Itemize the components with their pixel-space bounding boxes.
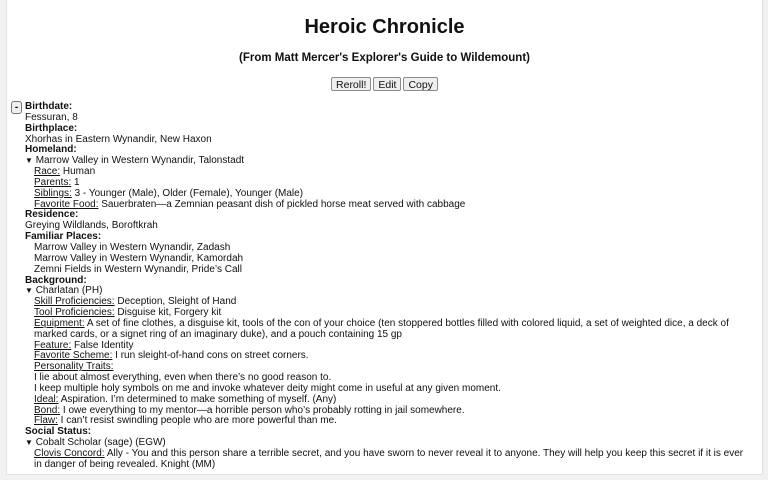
traits-label: Personality Traits: (34, 361, 114, 373)
copy-button[interactable]: Copy (403, 77, 438, 91)
scheme-label: Favorite Scheme: (34, 350, 113, 362)
food-row (25, 200, 745, 211)
flaw-label: Flaw: (34, 415, 58, 427)
background-name: Charlatan (PH) (35, 285, 103, 297)
feature-label: Feature: (34, 339, 72, 351)
residence-value: Greying Wildlands, Boroftkrah (25, 220, 158, 232)
familiar-places-label: Familiar Places: (25, 231, 102, 243)
food-label: Favorite Food: (34, 198, 99, 210)
toolbar (7, 77, 762, 91)
clovis-value: Ally - You and this person share a terrible secret, and you have sworn to never reveal it to anyone. They will help you keep this secret if it is ever in danger of being revealed. Knight (MM) (34, 448, 744, 470)
clovis-row (25, 449, 745, 471)
flaw-row (25, 416, 745, 427)
tools-value: Disguise kit, Forgery kit (114, 307, 222, 319)
skills-value: Deception, Sleight of Hand (114, 296, 237, 308)
flaw-value: I can’t resist swindling people who are more powerful than me. (57, 415, 337, 427)
food-value: Sauerbraten—a Zemnian peasant dish of pickled horse meat served with cabbage (98, 198, 466, 210)
residence-label: Residence: (25, 209, 79, 221)
familiar-place: Zemni Fields in Western Wynandir, Pride’s Call (34, 263, 242, 275)
race-row (25, 167, 745, 178)
race-label: Race: (34, 166, 61, 178)
bond-value: I owe everything to my mentor—a horrible person who’s probably rotting in jail somewhere. (60, 404, 465, 416)
disclosure-triangle-icon: ▼ (25, 286, 33, 296)
birthdate-label: Birthdate: (25, 101, 73, 112)
background-label: Background: (25, 274, 87, 286)
familiar-place: Marrow Valley in Western Wynandir, Zadash (34, 241, 231, 253)
parents-label: Parents: (34, 176, 72, 188)
siblings-value: 3 - Younger (Male), Older (Female), Younger (Male) (71, 187, 304, 199)
homeland-summary[interactable] (25, 156, 745, 167)
equipment-row (25, 319, 745, 341)
social-status-label: Social Status: (25, 426, 92, 438)
social-name: Cobalt Scholar (sage) (EGW) (35, 437, 166, 449)
scheme-value: I run sleight-of-hand cons on street corners. (112, 350, 309, 362)
familiar-place: Marrow Valley in Western Wynandir, Kamordah (34, 252, 244, 264)
bond-label: Bond: (34, 404, 61, 416)
page-title: Heroic Chronicle (304, 16, 465, 38)
homeland-label: Homeland: (25, 144, 77, 156)
background-details (25, 286, 745, 427)
trait: I keep multiple holy symbols on me and invoke whatever deity might come in useful at any given moment. (34, 382, 501, 394)
skills-label: Skill Proficiencies: (34, 296, 115, 308)
homeland-details (25, 156, 745, 210)
chronicle-content (25, 102, 745, 471)
feature-value: False Identity (71, 339, 134, 351)
edit-button[interactable]: Edit (373, 77, 401, 91)
social-details (25, 438, 745, 471)
clovis-label: Clovis Concord: (34, 448, 105, 459)
parents-value: 1 (71, 176, 80, 188)
race-value: Human (60, 166, 96, 178)
siblings-label: Siblings: (34, 187, 72, 199)
chronicle-card (6, 0, 763, 475)
disclosure-triangle-icon: ▼ (25, 438, 33, 448)
scheme-row (25, 351, 745, 362)
tools-label: Tool Proficiencies: (34, 307, 115, 319)
equipment-value: A set of fine clothes, a disguise kit, tools of the con of your choice (ten stoppered bottles filled with colored liquid, a set of weighted dice, a deck of marked cards, or a signet ring of an imaginary duke), and a pouch containing 15 gp (34, 317, 729, 340)
birthplace-value: Xhorhas in Eastern Wynandir, New Haxon (25, 133, 212, 145)
reroll-button[interactable]: Reroll! (331, 77, 371, 91)
birthplace-label: Birthplace: (25, 122, 78, 134)
birthdate-value: Fessuran, 8 (25, 111, 78, 123)
ideal-value: Aspiration. I’m determined to make something of myself. (Any) (58, 393, 337, 405)
page-subtitle: (From Matt Mercer's Explorer's Guide to Wildemount) (239, 52, 530, 64)
homeland-name: Marrow Valley in Western Wynandir, Talonstadt (35, 155, 245, 167)
collapse-button[interactable]: - (11, 101, 22, 114)
equipment-label: Equipment: (34, 317, 85, 329)
ideal-label: Ideal: (34, 393, 59, 405)
trait: I lie about almost everything, even when there’s no good reason to. (34, 372, 332, 384)
disclosure-triangle-icon: ▼ (25, 156, 33, 166)
